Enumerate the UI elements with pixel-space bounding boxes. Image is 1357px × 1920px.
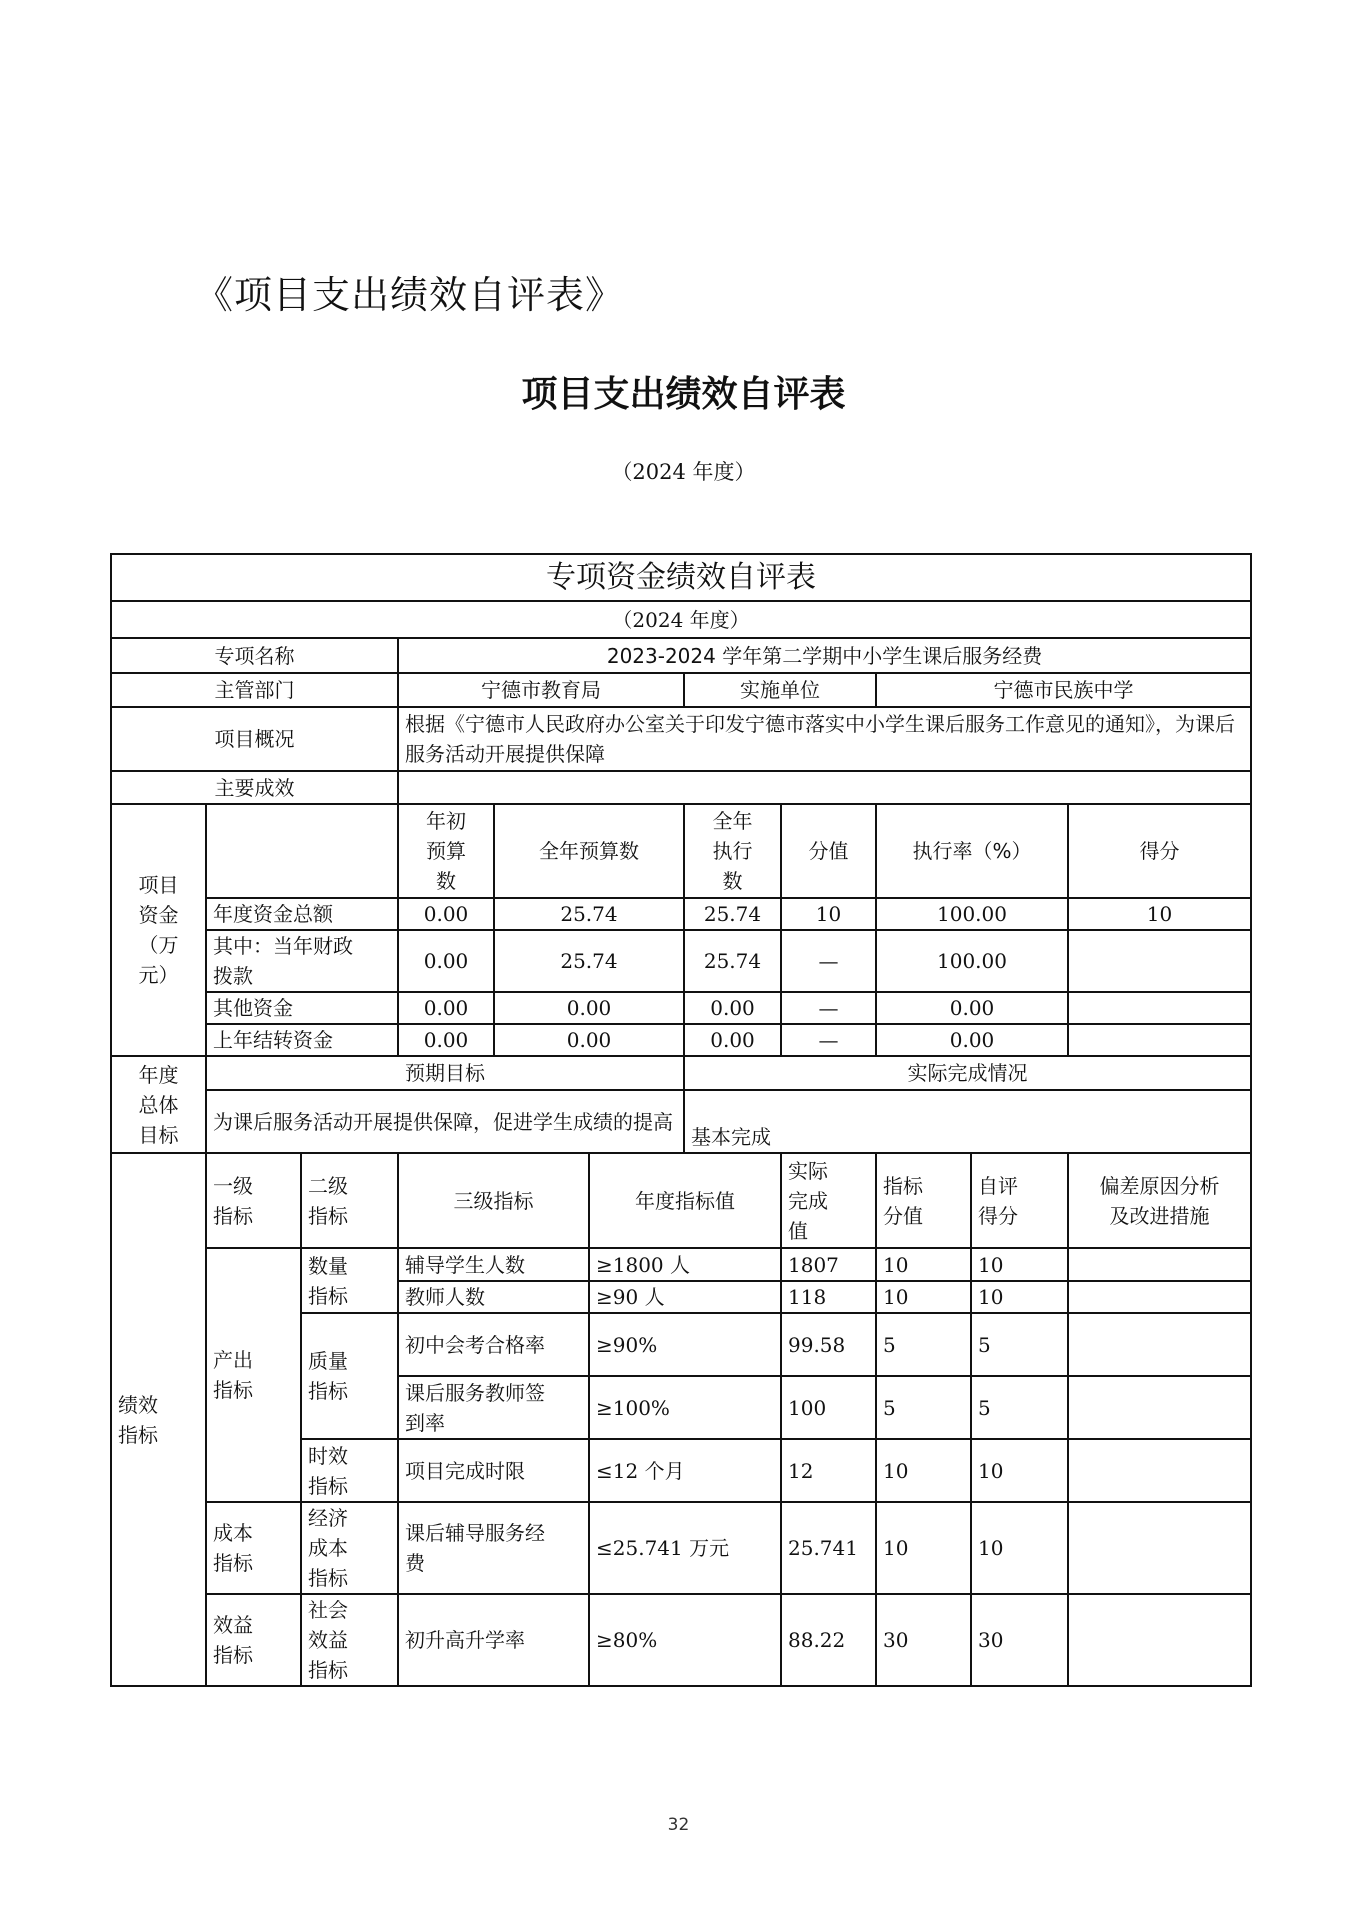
indicator-analysis [1068, 1313, 1251, 1376]
level1-output: 产出指标 [206, 1248, 301, 1502]
indicator-score: 10 [971, 1439, 1068, 1502]
indicator-actual: 1807 [781, 1248, 876, 1281]
indicator-name: 辅导学生人数 [398, 1248, 589, 1281]
indicator-weight: 10 [876, 1281, 971, 1313]
indicator-weight: 10 [876, 1248, 971, 1281]
self-evaluation-table [110, 553, 1252, 1687]
indicator-analysis [1068, 1439, 1251, 1502]
header-score-value: 分值 [781, 804, 876, 898]
overview-value: 根据《宁德市人民政府办公室关于印发宁德市落实中小学生课后服务工作意见的通知》，为课后服务活动开展提供保障 [398, 707, 1251, 771]
dept-label: 主管部门 [111, 673, 398, 707]
department-row [111, 673, 1251, 707]
indicator-weight: 10 [876, 1502, 971, 1594]
funds-initial: 0.00 [398, 930, 494, 992]
funds-initial: 0.00 [398, 898, 494, 930]
indicator-analysis [1068, 1248, 1251, 1281]
funds-executed: 0.00 [684, 1024, 781, 1056]
indicator-score: 10 [971, 1502, 1068, 1594]
header-level1: 一级指标 [206, 1153, 301, 1248]
funds-annual: 25.74 [494, 930, 684, 992]
indicator-analysis [1068, 1376, 1251, 1439]
indicator-actual: 100 [781, 1376, 876, 1439]
funds-weight: — [781, 1024, 876, 1056]
funds-initial: 0.00 [398, 992, 494, 1024]
indicator-score: 5 [971, 1313, 1068, 1376]
indicator-actual: 118 [781, 1281, 876, 1313]
funds-score [1068, 992, 1251, 1024]
indicator-name: 课后服务教师签到率 [398, 1376, 589, 1439]
indicator-target: ≥100% [589, 1376, 781, 1439]
impl-value: 宁德市民族中学 [876, 673, 1251, 707]
overview-label: 项目概况 [111, 707, 398, 771]
header-self-score: 自评得分 [971, 1153, 1068, 1248]
achievements-value [398, 771, 1251, 804]
funds-section-label-text: 项目资金（万元） [138, 873, 179, 987]
project-name-value: 2023-2024 学年第二学期中小学生课后服务经费 [398, 638, 1251, 673]
goals-content-row [111, 1090, 1251, 1153]
funds-header-row [111, 804, 1251, 898]
document-heading: 《项目支出绩效自评表》 [195, 273, 625, 317]
performance-row [111, 1248, 1251, 1281]
indicator-target: ≤12 个月 [589, 1439, 781, 1502]
achievements-row [111, 771, 1251, 804]
goals-section-label: 年度总体目标 [111, 1056, 206, 1153]
project-name-row [111, 638, 1251, 673]
page-number: 32 [667, 1815, 690, 1835]
funds-executed: 25.74 [684, 898, 781, 930]
performance-section-label: 绩效指标 [111, 1153, 206, 1686]
funds-row-label: 其中：当年财政拨款 [206, 930, 398, 992]
header-level2: 二级指标 [301, 1153, 398, 1248]
indicator-target: ≤25.741 万元 [589, 1502, 781, 1594]
funds-rate: 0.00 [876, 1024, 1068, 1056]
indicator-score: 10 [971, 1281, 1068, 1313]
indicator-weight: 5 [876, 1313, 971, 1376]
indicator-actual: 25.741 [781, 1502, 876, 1594]
expected-goal-label: 预期目标 [206, 1056, 684, 1090]
header-annual-budget: 全年预算数 [494, 804, 684, 898]
funds-score [1068, 1024, 1251, 1056]
indicator-analysis [1068, 1502, 1251, 1594]
actual-goal-label: 实际完成情况 [684, 1056, 1251, 1090]
funds-rate: 0.00 [876, 992, 1068, 1024]
funds-annual: 0.00 [494, 1024, 684, 1056]
header-level3: 三级指标 [398, 1153, 589, 1248]
dept-value: 宁德市教育局 [398, 673, 684, 707]
indicator-analysis [1068, 1594, 1251, 1686]
header-analysis: 偏差原因分析及改进措施 [1068, 1153, 1251, 1248]
funds-score: 10 [1068, 898, 1251, 930]
indicator-target: ≥1800 人 [589, 1248, 781, 1281]
expected-goal-text: 为课后服务活动开展提供保障，促进学生成绩的提高 [206, 1090, 684, 1153]
indicator-target: ≥80% [589, 1594, 781, 1686]
indicator-score: 30 [971, 1594, 1068, 1686]
performance-row [111, 1502, 1251, 1594]
funds-header-blank [206, 804, 398, 898]
indicator-analysis [1068, 1281, 1251, 1313]
table-year: （2024 年度） [111, 601, 1251, 638]
indicator-actual: 99.58 [781, 1313, 876, 1376]
indicator-name: 初升高升学率 [398, 1594, 589, 1686]
funds-score [1068, 930, 1251, 992]
funds-section-label [111, 804, 206, 1056]
funds-initial: 0.00 [398, 1024, 494, 1056]
funds-rate: 100.00 [876, 930, 1068, 992]
level2-quality: 质量指标 [301, 1313, 398, 1439]
header-weight: 指标分值 [876, 1153, 971, 1248]
indicator-weight: 30 [876, 1594, 971, 1686]
indicator-score: 10 [971, 1248, 1068, 1281]
indicator-name: 初中会考合格率 [398, 1313, 589, 1376]
project-name-label: 专项名称 [111, 638, 398, 673]
funds-annual: 25.74 [494, 898, 684, 930]
level2-social-benefit: 社会效益指标 [301, 1594, 398, 1686]
funds-annual: 0.00 [494, 992, 684, 1024]
header-target: 年度指标值 [589, 1153, 781, 1248]
indicator-name: 项目完成时限 [398, 1439, 589, 1502]
funds-row-label: 上年结转资金 [206, 1024, 398, 1056]
goals-header-row [111, 1056, 1251, 1090]
indicator-name: 课后辅导服务经费 [398, 1502, 589, 1594]
funds-row [111, 992, 1251, 1024]
funds-executed: 0.00 [684, 992, 781, 1024]
funds-executed: 25.74 [684, 930, 781, 992]
funds-row [111, 1024, 1251, 1056]
funds-rate: 100.00 [876, 898, 1068, 930]
level2-timeliness: 时效指标 [301, 1439, 398, 1502]
indicator-weight: 10 [876, 1439, 971, 1502]
indicator-actual: 12 [781, 1439, 876, 1502]
funds-weight: 10 [781, 898, 876, 930]
achievements-label: 主要成效 [111, 771, 398, 804]
level2-quantity: 数量指标 [301, 1248, 398, 1313]
indicator-name: 教师人数 [398, 1281, 589, 1313]
overview-row [111, 707, 1251, 771]
actual-goal-text: 基本完成 [684, 1090, 1251, 1153]
funds-weight: — [781, 992, 876, 1024]
header-initial-budget: 年初预算数 [398, 804, 494, 898]
header-execution-rate: 执行率（%） [876, 804, 1068, 898]
funds-row-label: 年度资金总额 [206, 898, 398, 930]
indicator-target: ≥90 人 [589, 1281, 781, 1313]
level2-economic-cost: 经济成本指标 [301, 1502, 398, 1594]
level1-cost: 成本指标 [206, 1502, 301, 1594]
funds-row [111, 930, 1251, 992]
funds-row-label: 其他资金 [206, 992, 398, 1024]
indicator-actual: 88.22 [781, 1594, 876, 1686]
indicator-target: ≥90% [589, 1313, 781, 1376]
header-annual-execution: 全年执行数 [684, 804, 781, 898]
funds-weight: — [781, 930, 876, 992]
impl-label: 实施单位 [684, 673, 876, 707]
funds-row [111, 898, 1251, 930]
performance-row [111, 1594, 1251, 1686]
document-year: （2024 年度） [611, 460, 756, 484]
indicator-weight: 5 [876, 1376, 971, 1439]
table-title: 专项资金绩效自评表 [111, 554, 1251, 601]
header-actual: 实际完成值 [781, 1153, 876, 1248]
indicator-score: 5 [971, 1376, 1068, 1439]
document-title: 项目支出绩效自评表 [521, 374, 846, 415]
header-score: 得分 [1068, 804, 1251, 898]
level1-benefit: 效益指标 [206, 1594, 301, 1686]
performance-header-row [111, 1153, 1251, 1248]
